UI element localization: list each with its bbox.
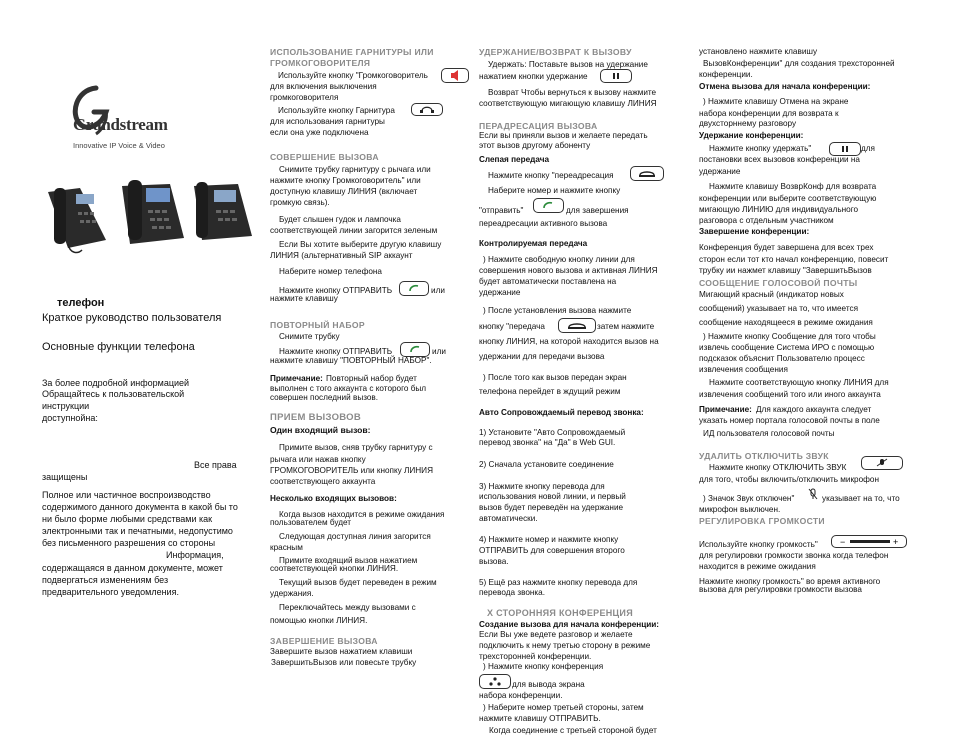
text-line: для вывода экрана [512,680,585,689]
text-line: установлено нажмите клавишу [699,47,818,56]
conference-key-icon [479,674,511,689]
text-line: ) Нажмите кнопку Сообщение для того чтобы [703,332,876,341]
text-line: трехсторонней конференции. [479,652,592,661]
text-line: находится в режиме ожидания [699,562,816,571]
phones-image [44,178,256,258]
text-line: ) После того как вызов передан экран [483,373,627,382]
section-heading-headset: ИСПОЛЬЗОВАНИЕ ГАРНИТУРЫ ИЛИ [270,47,434,57]
text-line: ЛИНИЯ (альтернативный SIP аккаунт [270,251,413,260]
text-line: Нажмите соответствующую кнопку ЛИНИЯ для [709,378,889,387]
copyright-line: содержащаяся в данном документе, может [42,563,223,573]
text-line: Мигающий красный (индикатор новых [699,290,844,299]
text-line: рычага или нажав кнопку [270,455,366,464]
copyright-line: Полное или частичное воспроизводство [42,490,211,500]
copyright-line: Информация, [166,550,224,560]
text-line: 2) Сначала установите соединение [479,460,614,469]
text-line: Переключайтесь между вызовами с [279,603,416,612]
section-heading-receive: ПРИЕМ ВЫЗОВОВ [270,412,362,423]
text-line: Используйте кнопку Гарнитура [278,106,395,115]
section-heading-headset-2: ГРОМКОГОВОРИТЕЛЯ [270,58,371,68]
text-line: Нажмите кнопку ОТКЛЮЧИТЬ ЗВУК [709,463,847,472]
info-line: Обращайтесь к пользовательской [42,389,185,399]
text-line: Нажмите кнопку "переадресация [488,171,614,180]
text-line: громкоговорителя [270,93,339,102]
text-line: громкую связь). [270,198,330,207]
text-line: постановки всех вызовов конференции на [699,155,860,164]
basic-functions: Основные функции телефона [42,341,195,353]
text-line: 4) Нажмите номер и нажмите кнопку [479,535,619,544]
copyright-line: без письменного разрешения со стороны [42,538,216,548]
text-line: Повторный набор будет [326,374,417,383]
text-line: для [861,144,875,153]
text-line: "отправить" [479,206,524,215]
svg-text:+: + [893,537,899,547]
text-line: для того, чтобы включить/отключить микрофон [699,475,879,484]
text-line: Нажмите кнопку ОТПРАВИТЬ [279,347,393,356]
text-line: будет автоматически поставлена на [479,277,617,286]
phone-3-icon [194,182,252,240]
text-line: выполнен с того аккаунта с которого был [270,384,427,393]
text-line: Наберите номер и нажмите кнопку [488,186,621,195]
section-heading-conference: Х СТОРОННЯЯ КОНФЕРЕНЦИЯ [487,608,633,618]
text-line: извлечь сообщение Система ИРО с помощью [699,343,875,352]
logo-tagline: Innovative IP Voice & Video [73,141,165,150]
section-heading-end: ЗАВЕРШЕНИЕ ВЫЗОВА [270,636,378,646]
text-line: или [432,347,446,356]
text-line: двухсторннему разговору [699,119,797,128]
text-line: доступную клавишу ЛИНИЯ (включает [270,187,418,196]
text-line: Нажмите кнопку ОТПРАВИТЬ [279,286,393,295]
text-line: нажмите клавишу "ПОВТОРНЫЙ НАБОР". [270,356,432,365]
speaker-key-icon [441,68,469,83]
product-name: телефон [57,297,105,309]
text-line: сообщение находящееся в режиме ожидания [699,318,873,327]
text-line: перевод звонка" на "Да" в Web GUI. [479,438,616,447]
headset-key-icon [411,103,443,116]
text-line: Возврат Чтобы вернуться к вызову нажмите [488,88,657,97]
text-line: совершения нового вызова и активная ЛИНИЯ [479,266,658,275]
text-line: помощью кнопки ЛИНИЯ. [270,616,368,625]
text-line: 5) Ещё раз нажмите кнопку перевода для [479,578,638,587]
info-line: инструкции [42,401,90,411]
text-line: сторон если тот кто начал конференцию, повесит [699,255,889,264]
copyright-line: предварительного уведомления. [42,587,179,597]
section-heading-voicemail: СООБЩЕНИЕ ГОЛОСОВОЙ ПОЧТЫ [699,278,858,288]
text-line: мигающую ЛИНИЮ для индивидуального [699,205,859,214]
text-line: ВызовКонференции" для создания трехсторонней [703,59,895,68]
send-key-icon [399,281,429,296]
subheading: Несколько входящих вызовов: [270,494,397,503]
text-line: Завершите вызов нажатием клавиши [270,647,413,656]
text-line: нажмите клавишу ОТПРАВИТЬ. [479,714,601,723]
text-line: Используйте кнопку "Громкоговоритель [278,71,428,80]
text-line: ) Нажмите кнопку конференция [483,662,604,671]
text-line: трубку ии нажмет клавишу "ЗавершитьВызов [699,266,872,275]
text-line: Когда соединение с третьей стороной будет [489,726,657,735]
text-line: Снимите трубку [279,332,340,341]
text-line: ГРОМКОГОВОРИТЕЛЬ или кнопку ЛИНИЯ [270,466,433,475]
text-line: соответствующего аккаунта [270,477,376,486]
copyright-line: ни было форме любыми средствами как [42,514,213,524]
text-line: Текущий вызов будет переведен в режим [279,578,437,587]
text-line: соответствующей кнопки ЛИНИЯ. [270,564,399,573]
text-line: вызов будет переведён на удержание [479,503,624,512]
text-line: Если Вы хотите выберите другую клавишу [279,240,442,249]
text-line: кнопку ЛИНИЯ, на которой находится вызов на [479,337,659,346]
section-heading-volume: РЕГУЛИРОВКА ГРОМКОСТИ [699,516,825,526]
text-line: конференции или выберите соответствующую [699,194,877,203]
text-line: указывает на то, что [822,494,900,503]
text-line: совершен последний вызов. [270,393,379,402]
text-line: ) Наберите номер третьей стороны, затем [483,703,644,712]
subheading: Удержание конференции: [699,131,804,140]
phone-1-icon [48,188,106,252]
rights-protected: защищены [42,472,88,482]
section-heading-redial: ПОВТОРНЫЙ НАБОР [270,320,365,330]
transfer-key-icon [558,318,596,333]
text-line: телефона перейдет в ждущий режим [479,387,621,396]
text-line: Нажмите клавишу ВозврКонф для возврата [709,182,877,191]
text-line: соответствующую мигающую клавишу ЛИНИЯ [479,99,657,108]
text-line: Нажмите кнопку громкость" во время активного [699,577,881,586]
text-line: 1) Установите "Авто Сопровождаемый [479,428,626,437]
text-line: извлечения сообщений того или иного аккаунта [699,390,881,399]
section-heading-call: СОВЕРШЕНИЕ ВЫЗОВА [270,152,379,162]
hold-key-icon [600,69,632,83]
text-line: ) После установления вызова нажмите [483,306,632,315]
text-line: Для каждого аккаунта следует [756,405,872,414]
section-heading-hold: УДЕРЖАНИЕ/ВОЗВРАТ К ВЫЗОВУ [479,47,632,57]
text-line: Используйте кнопку громкость" [699,540,818,549]
svg-text:−: − [840,537,846,547]
text-line: микрофон выключен. [699,505,781,514]
text-line: 3) Нажмите кнопку перевода для [479,482,605,491]
text-line: кнопку "передача [479,322,545,331]
text-line: автоматически. [479,514,538,523]
send-key-icon [533,198,564,213]
text-line: набора конференции для возврата к [699,109,839,118]
text-line: удержание [479,288,521,297]
copyright-line: подвергаться изменениям без [42,575,169,585]
text-line: ОТПРАВИТЬ для совершения второго [479,546,625,555]
subheading: Создание вызова для начала конференции: [479,620,660,629]
text-line: удержание [699,167,741,176]
text-line: если она уже подключена [270,128,369,137]
text-line: разговора с отдельным участником [699,216,834,225]
text-line: Примите вызов, сняв трубку гарнитуру с [279,443,433,452]
text-line: пользователем будет [270,518,352,527]
text-line: ИД пользователя голосовой почты [703,429,835,438]
text-line: Удержать: Поставьте вызов на удержание [488,60,648,69]
text-line: нажмите клавишу [270,294,338,303]
text-line: Если вы приняли вызов и желаете передать [479,131,648,140]
copyright-line: содержимого данного документа в какой бы то [42,502,238,512]
transfer-key-icon [630,166,664,181]
text-line: конференции. [699,70,753,79]
mic-muted-icon [808,488,818,500]
subheading: Контролируемая передача [479,239,588,248]
subheading: Завершение конференции: [699,227,810,236]
rights: Все права [194,460,237,470]
text-line: нажмите кнопку Громкоговоритель" или [270,176,421,185]
send-key-icon [400,342,430,357]
text-line: Нажмите кнопку удержать" [709,144,812,153]
text-line: перевода звонка. [479,588,546,597]
text-line: Примите входящий вызов нажатием [279,556,418,565]
text-line: ) Нажмите свободную кнопку линии для [483,255,635,264]
text-line: для включения выключения [270,82,377,91]
text-line: ЗавершитьВызов или повесьте трубку [271,658,417,667]
text-line: набора конференции. [479,691,563,700]
text-line: Наберите номер телефона [279,267,382,276]
info-line: За более подробной информацией [42,378,190,388]
text-line: удержания. [270,589,314,598]
text-line: Следующая доступная линия загорится [279,532,431,541]
text-line: ) Нажмите клавишу Отмена на экране [703,97,849,106]
doc-subtitle: Краткое руководство пользователя [42,312,222,324]
text-line: или [431,286,445,295]
mute-key-icon [861,456,903,470]
text-line: затем нажмите [597,322,655,331]
text-line: подключить к нему третью сторону в режиме [479,641,651,650]
text-line: Конференция будет завершена для всех трех [699,243,874,252]
text-line: этот вызов другому абоненту [479,141,591,150]
text-line: удержании для передачи вызова [479,352,605,361]
section-heading-forward: ПЕРАДРЕСАЦИЯ ВЫЗОВА [479,121,598,131]
text-line: подсказок объяснит Пользователю процесс [699,354,865,363]
text-line: извлечения сообщения [699,365,788,374]
text-line: красным [270,543,303,552]
subheading: Авто Сопровождаемый перевод звонка: [479,408,644,417]
phone-2-icon [122,180,184,244]
subheading: Один входящий вызов: [270,425,371,435]
subheading: Слепая передача [479,155,550,164]
subheading: Отмена вызова для начала конференции: [699,82,871,91]
text-line: переадресации активного вызова [479,219,608,228]
text-line: для завершения [566,206,629,215]
text-line: нажатием кнопки удержание [479,72,588,81]
text-line: Снимите трубку гарнитуру с рычага или [279,165,431,174]
text-line: Когда вызов находится в режиме ожидания [279,510,445,519]
text-line: использования новой линии, и первый [479,492,626,501]
section-heading-mute: УДАЛИТЬ ОТКЛЮЧИТЬ ЗВУК [699,451,829,461]
info-line: доступнойна: [42,413,98,423]
text-line: соответствующей линии загорится зеленым [270,226,438,235]
logo-wordmark: Grandstream [73,115,168,134]
text-line: вызова для регулировки громкости вызова [699,585,862,594]
text-line: для регулировки громкости звонка когда телефон [699,551,889,560]
volume-key-icon [831,535,907,548]
hold-key-icon [829,142,861,156]
text-line: для использования гарнитуры [270,117,385,126]
text-line: сообщений) указывает на то, что имеется [699,304,859,313]
copyright-line: электронными так и печатными, недопустимо [42,526,233,536]
text-line: вызова. [479,557,509,566]
text-line: указать номер портала голосовой почты в поле [699,416,880,425]
note-label: Примечание: [270,374,323,383]
text-line: ) Значок Звук отключен" [703,494,795,503]
text-line: Если Вы уже ведете разговор и желаете [479,630,633,639]
note-label: Примечание: [699,405,752,414]
text-line: Будет слышен гудок и лампочка [279,215,401,224]
